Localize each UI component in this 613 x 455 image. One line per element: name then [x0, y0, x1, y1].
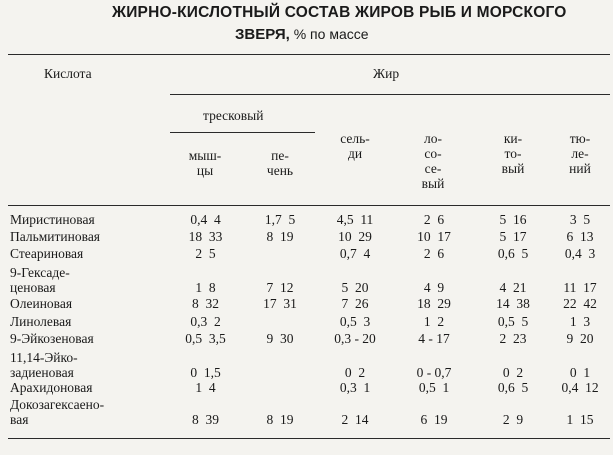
- table-cell: 8 39: [192, 412, 219, 427]
- header-cod: тресковый: [203, 108, 264, 123]
- table-cell: 1 8: [195, 280, 216, 295]
- table-cell: 6 13: [566, 229, 594, 244]
- row-label: Олеиновая: [10, 296, 73, 311]
- table-cell: 11 17: [563, 280, 597, 295]
- table-cell: 18 29: [417, 296, 451, 311]
- table-cell: 17 31: [263, 296, 297, 311]
- table-cell: 0 1,5: [190, 365, 221, 380]
- table-cell: 10 29: [338, 229, 372, 244]
- table-cell: 0,4 4: [190, 212, 221, 227]
- table-cell: 1 2: [423, 314, 445, 329]
- row-label: 11,14-Эйко- задиеновая: [10, 350, 78, 380]
- table-cell: 0,6 5: [497, 380, 529, 395]
- header-bottom-rule: [8, 205, 610, 206]
- row-label: Линолевая: [10, 314, 72, 329]
- header-salmon: ло- со- се- вый: [421, 131, 445, 191]
- table-cell: 0,3 1: [339, 380, 371, 395]
- header-seal: тю- ле- ний: [569, 131, 591, 176]
- table-subtitle: [235, 26, 369, 43]
- table-cell: 5 17: [499, 229, 527, 244]
- table-cell: 7 12: [266, 280, 294, 295]
- header-acid: Кислота: [44, 66, 92, 81]
- header-whale: ки- то- вый: [501, 131, 525, 176]
- table-cell: 1 3: [569, 314, 591, 329]
- table-cell: 4 21: [499, 280, 527, 295]
- table-cell: 6 19: [420, 412, 448, 427]
- table-title: ЖИРНО-КИСЛОТНЫЙ СОСТАВ ЖИРОВ РЫБ И МОРСКОГО: [112, 4, 567, 21]
- table-cell: 2 14: [341, 412, 369, 427]
- subtitle-units: % по массе: [289, 26, 369, 42]
- table-cell: 0,5 3,5: [185, 331, 226, 346]
- table-cell: 0 - 0,7: [416, 365, 452, 380]
- table-cell: 5 20: [341, 280, 369, 295]
- row-label: Стеариновая: [10, 246, 84, 261]
- table-cell: 8 19: [266, 229, 294, 244]
- table-cell: 7 26: [341, 296, 369, 311]
- table-cell: 4 9: [423, 280, 445, 295]
- table-cell: 8 19: [266, 412, 294, 427]
- table-cell: 2 9: [502, 412, 524, 427]
- header-rule-cod: [170, 132, 315, 133]
- subtitle-bold: ЗВЕРЯ,: [235, 26, 290, 43]
- header-herring: сель- ди: [340, 131, 370, 161]
- table-cell: 14 38: [496, 296, 530, 311]
- table-cell: 1 15: [566, 412, 594, 427]
- row-label: Докозагексаено- вая: [10, 397, 105, 427]
- table-cell: 0 1: [569, 365, 591, 380]
- table-cell: 0,5 5: [497, 314, 529, 329]
- table-cell: 18 33: [188, 229, 223, 244]
- table-cell: 2 6: [423, 246, 445, 261]
- table-cell: 0,3 - 20: [334, 331, 376, 346]
- row-label: 9-Гексаде- ценовая: [10, 265, 70, 295]
- bottom-rule: [8, 438, 610, 439]
- row-label: Арахидоновая: [10, 380, 93, 395]
- table-cell: 10 17: [417, 229, 451, 244]
- table-cell: 3 5: [569, 212, 591, 227]
- table-cell: 0,5 1: [418, 380, 450, 395]
- table-cell: 2 6: [423, 212, 445, 227]
- header-cod-liver: пе- чень: [266, 148, 294, 178]
- header-cod-muscle: мыш- цы: [188, 148, 222, 178]
- table-cell: 0,6 5: [497, 246, 529, 261]
- table-cell: 2 23: [499, 331, 527, 346]
- table-cell: 4 - 17: [418, 331, 450, 346]
- table-cell: 9 20: [566, 331, 594, 346]
- row-label: 9-Эйкозеновая: [10, 331, 94, 346]
- table-cell: 1,7 5: [264, 212, 296, 227]
- header-rule-fat: [170, 94, 610, 95]
- row-label: Миристиновая: [10, 212, 95, 227]
- table-cell: 0,5 3: [339, 314, 371, 329]
- table-cell: 0,7 4: [339, 246, 371, 261]
- top-rule: [8, 54, 610, 55]
- table-cell: 0 2: [502, 365, 524, 380]
- table-cell: 22 42: [563, 296, 597, 311]
- table-cell: 2 5: [195, 246, 216, 261]
- header-fat: Жир: [373, 66, 400, 81]
- table-cell: 0,4 12: [561, 380, 599, 395]
- table-cell: 4,5 11: [336, 212, 374, 227]
- table-cell: 5 16: [499, 212, 527, 227]
- table-cell: 1 4: [195, 380, 216, 395]
- table-cell: 0,3 2: [190, 314, 221, 329]
- table-cell: 8 32: [192, 296, 219, 311]
- table-cell: 9 30: [266, 331, 294, 346]
- table-cell: 0 2: [344, 365, 366, 380]
- row-label: Пальмитиновая: [10, 229, 101, 244]
- table-cell: 0,4 3: [564, 246, 596, 261]
